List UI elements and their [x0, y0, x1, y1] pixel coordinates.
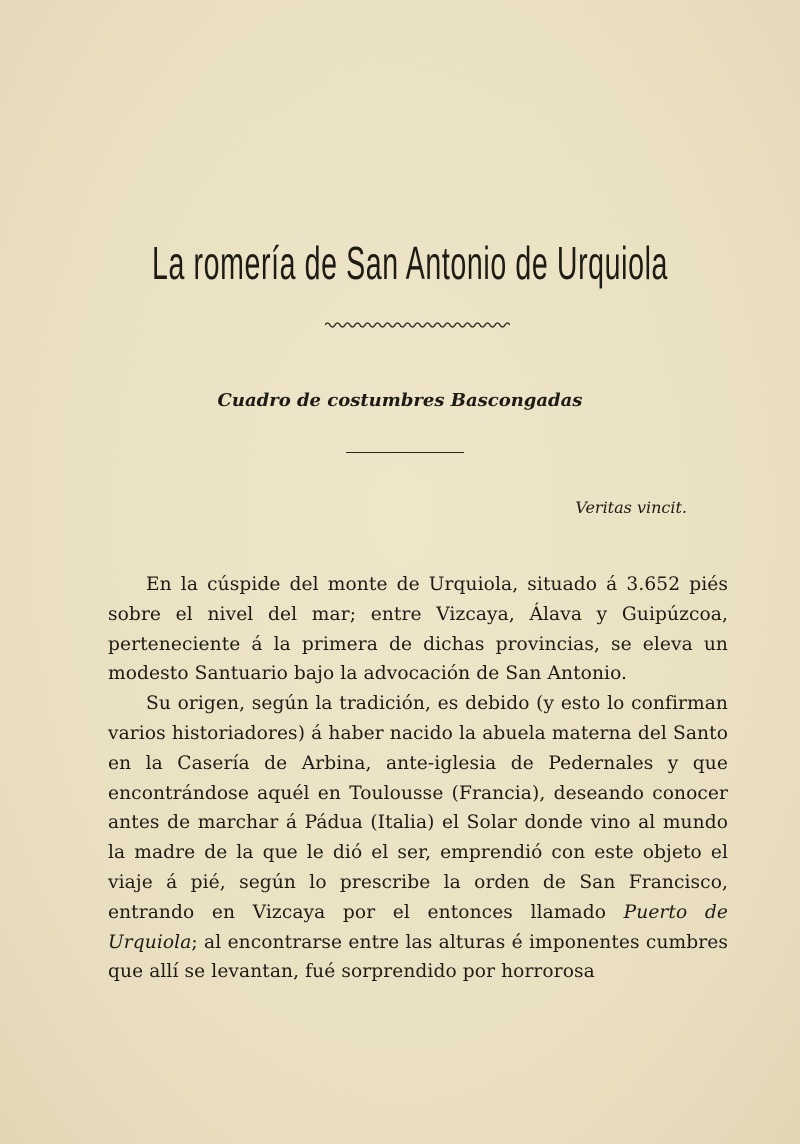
paragraph-2-end: ; al encontrarse entre las alturas é imponentes cumbres que allí se levantan, fué sorprendido por horrorosa [108, 931, 728, 983]
paragraph-1: En la cúspide del monte de Urquiola, situado á 3.652 piés sobre el nivel del mar; entre Vizcaya, Álava y Guipúzcoa, perteneciente á la primera de dichas provincias, se eleva un modesto Santuario bajo la advocación de San Antonio. [108, 574, 728, 685]
body-text [108, 570, 728, 987]
ornamental-wavy-rule [325, 320, 510, 330]
paragraph-2 [108, 689, 728, 987]
chapter-title: La romería de San Antonio de Urquiola [152, 237, 669, 289]
paragraph-2-start: Su origen, según la tradición, es debido (y esto lo confirman varios historiadores) á haber nacido la abuela materna del Santo en la Casería de Arbina, ante-iglesia de Pedernales y que encontrándose aquél en Toulousse (Francia), deseando conocer antes de marchar á Pádua (Italia) el Solar donde vino al mundo la madre de la que le dió el ser, emprendió con este objeto el viaje á pié, según lo prescribe la orden de San Francisco, entrando en Vizcaya por el entonces llamado [108, 693, 728, 923]
epigraph: Veritas vincit. [575, 498, 687, 517]
divider-rule [346, 452, 464, 453]
place-name-emphasis: Puerto de Urquiola [108, 901, 728, 953]
chapter-subtitle: Cuadro de costumbres Bascongadas [217, 390, 583, 411]
